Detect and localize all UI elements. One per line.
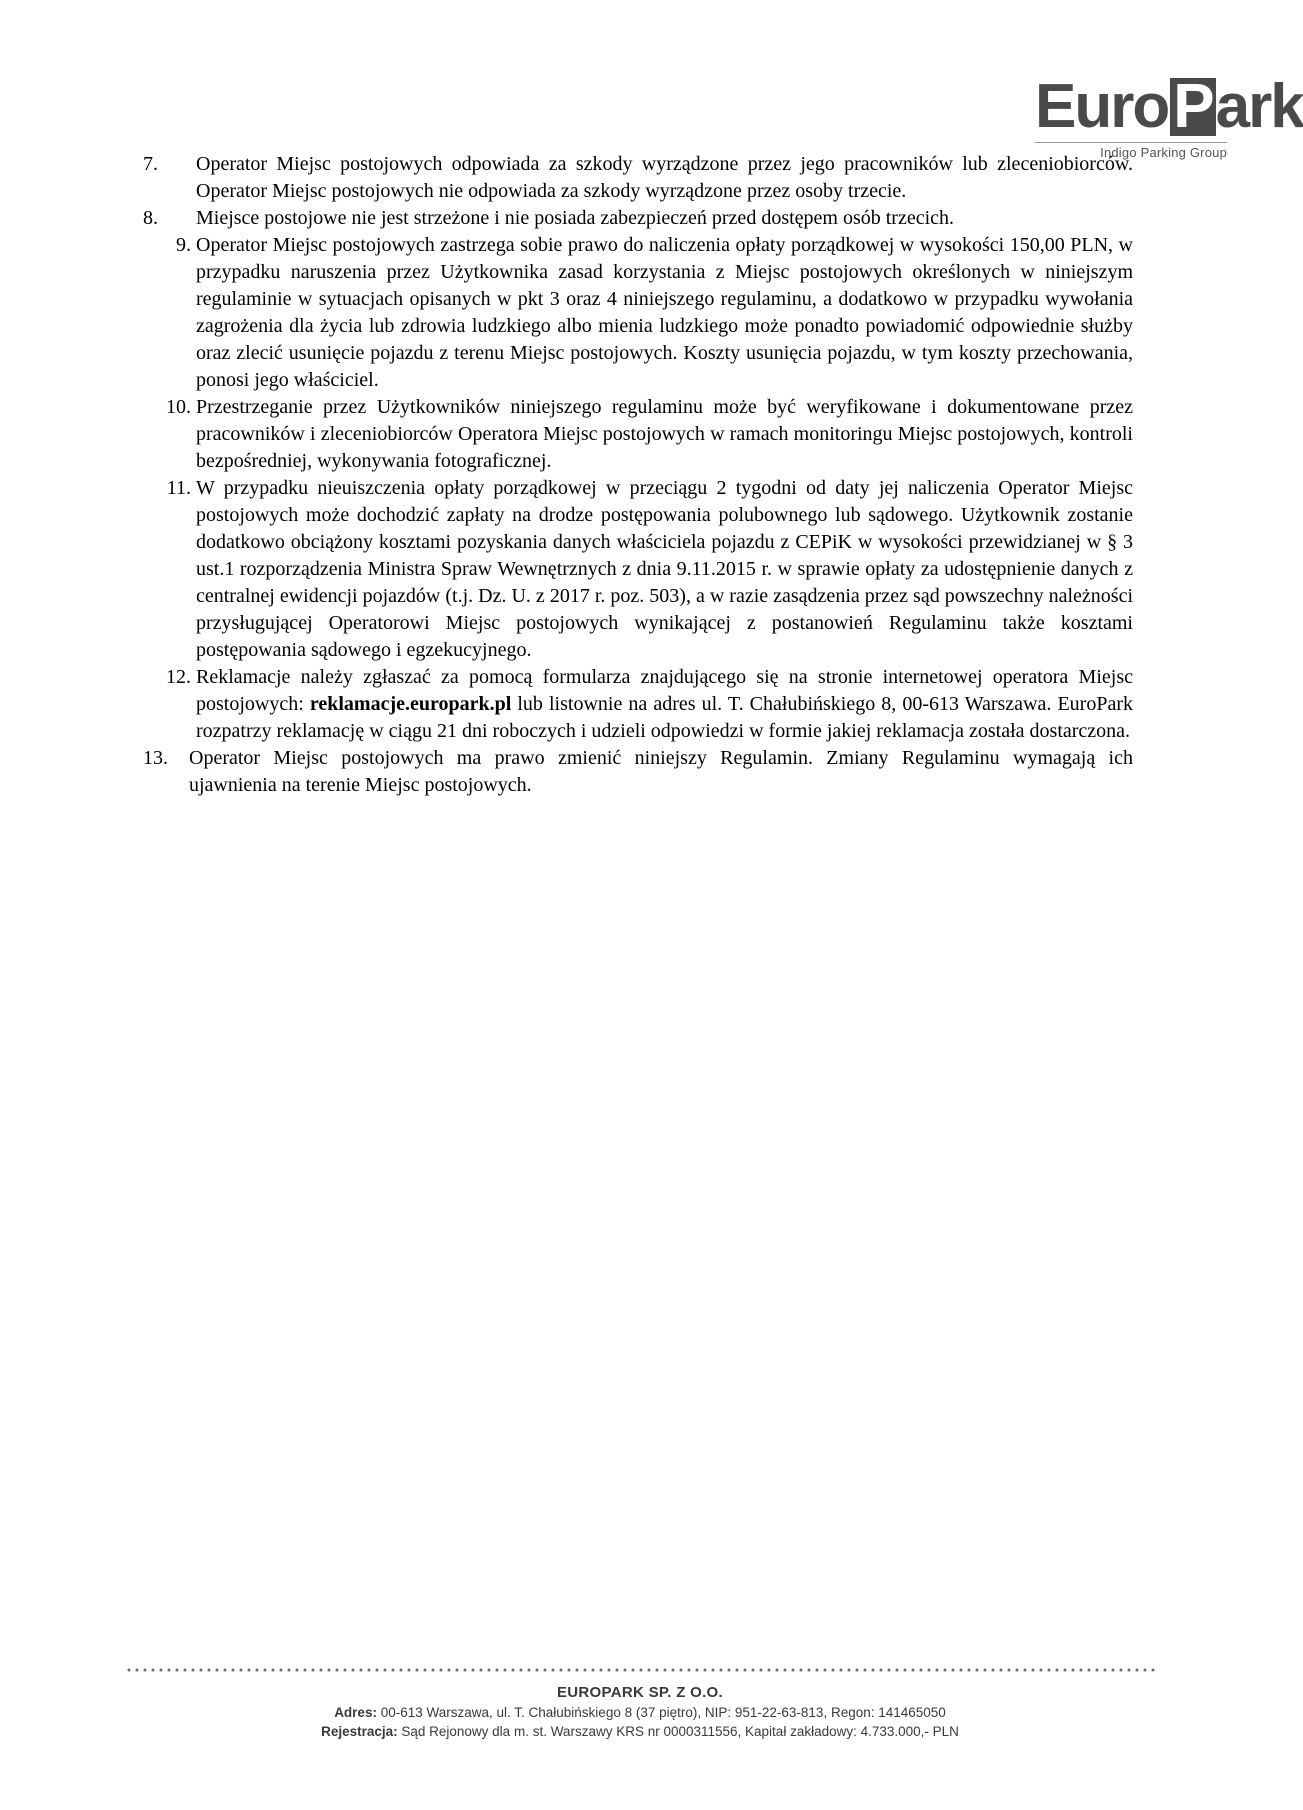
footer [0, 1683, 1280, 1741]
item-text-after: lub listownie na adres ul. T. Chałubińskiego 8, 00-613 Warszawa. EuroPark rozpatrzy reklamację w ciągu 21 dni roboczych i udzieli odpowiedzi w formie jakiej reklamacja została dostarczona. [196, 693, 1133, 742]
logo-wordmark-boxed-letter: P [1170, 78, 1215, 136]
list-item [143, 475, 1133, 664]
item-text: Przestrzeganie przez Użytkowników niniejszego regulaminu może być weryfikowane i dokumentowane przez pracowników i zleceniobiorców Operatora Miejsc postojowych w ramach monitoringu Miejsc postojowych, kontroli bezpośredniej, wykonywania fotograficznej. [196, 396, 1133, 472]
footer-registration-value: Sąd Rejonowy dla m. st. Warszawy KRS nr 0000311556, Kapitał zakładowy: 4.733.000,- PLN [397, 1724, 959, 1739]
footer-dotted-divider [125, 1668, 1155, 1672]
footer-registration [0, 1722, 1280, 1741]
regulations-list [143, 151, 1133, 799]
list-item [143, 205, 1133, 232]
list-item [143, 745, 1133, 799]
complaints-website-link: reklamacje.europark.pl [309, 693, 512, 715]
logo-wordmark-suffix: ark [1215, 72, 1303, 141]
item-text: Miejsce postojowe nie jest strzeżone i nie posiada zabezpieczeń przed dostępem osób trzecich. [196, 207, 955, 229]
item-text [196, 664, 1133, 745]
item-number: 8. [143, 207, 158, 229]
footer-registration-label: Rejestracja: [321, 1724, 398, 1739]
footer-address-value: 00-613 Warszawa, ul. T. Chałubińskiego 8 (37 piętro), NIP: 951-22-63-813, Regon: 141465050 [376, 1705, 946, 1720]
item-number: 9. [176, 234, 191, 256]
item-text: W przypadku nieuiszczenia opłaty porządkowej w przeciągu 2 tygodni od daty jej naliczenia Operator Miejsc postojowych może dochodzić zapłaty na drodze postępowania polubownego lub sądowego. Użytkownik zostanie dodatkowo obciążony kosztami pozyskania danych właściciela pojazdu z CEPiK w wysokości przewidzianej w § 3 ust.1 rozporządzenia Ministra Spraw Wewnętrznych z dnia 9.11.2015 r. w sprawie opłaty za udostępnienie danych z centralnej ewidencji pojazdów (t.j. Dz. U. z 2017 r. poz. 503), a w razie zasądzenia przez sąd powszechny należności przysługującej Operatorowi Miejsc postojowych wynikającej z postanowień Regulaminu także kosztami postępowania sądowego i egzekucyjnego. [196, 477, 1133, 661]
item-number: 12. [166, 666, 191, 688]
europark-logo [1035, 72, 1303, 162]
item-number: 7. [143, 153, 158, 175]
item-text: Operator Miejsc postojowych zastrzega sobie prawo do naliczenia opłaty porządkowej w wysokości 150,00 PLN, w przypadku naruszenia przez Użytkownika zasad korzystania z Miejsc postojowych określonych w niniejszym regulaminie w sytuacjach opisanych w pkt 3 oraz 4 niniejszego regulaminu, a dodatkowo w przypadku wywołania zagrożenia dla życia lub zdrowia ludzkiego albo mienia ludzkiego może ponadto powiadomić odpowiednie służby oraz zlecić usunięcie pojazdu z terenu Miejsc postojowych. Koszty usunięcia pojazdu, w tym koszty przechowania, ponosi jego właściciel. [196, 234, 1133, 391]
item-number: 11. [166, 477, 191, 499]
footer-address [0, 1703, 1280, 1722]
list-item [143, 664, 1133, 745]
list-item [143, 394, 1133, 475]
footer-company-name: EUROPARK SP. Z O.O. [556, 1684, 723, 1701]
footer-address-label: Adres: [334, 1705, 377, 1720]
logo-tagline: Indigo Parking Group [1035, 142, 1227, 160]
item-text-before: Reklamacje należy zgłaszać za pomocą formularza znajdującego się na stronie internetowej operatora Miejsc postojowych: [196, 666, 1133, 715]
list-item [143, 151, 1133, 205]
item-text: Operator Miejsc postojowych odpowiada za szkody wyrządzone przez jego pracowników lub zleceniobiorców. Operator Miejsc postojowych nie odpowiada za szkody wyrządzone przez osoby trzecie. [196, 153, 1133, 202]
item-text: Operator Miejsc postojowych ma prawo zmienić niniejszy Regulamin. Zmiany Regulaminu wymagają ich ujawnienia na terenie Miejsc postojowych. [189, 747, 1133, 796]
logo-wordmark-prefix: Euro [1035, 72, 1169, 141]
item-number: 13. [143, 747, 168, 769]
logo-wordmark [1035, 72, 1303, 142]
list-item [143, 232, 1133, 394]
item-number: 10. [166, 396, 191, 418]
